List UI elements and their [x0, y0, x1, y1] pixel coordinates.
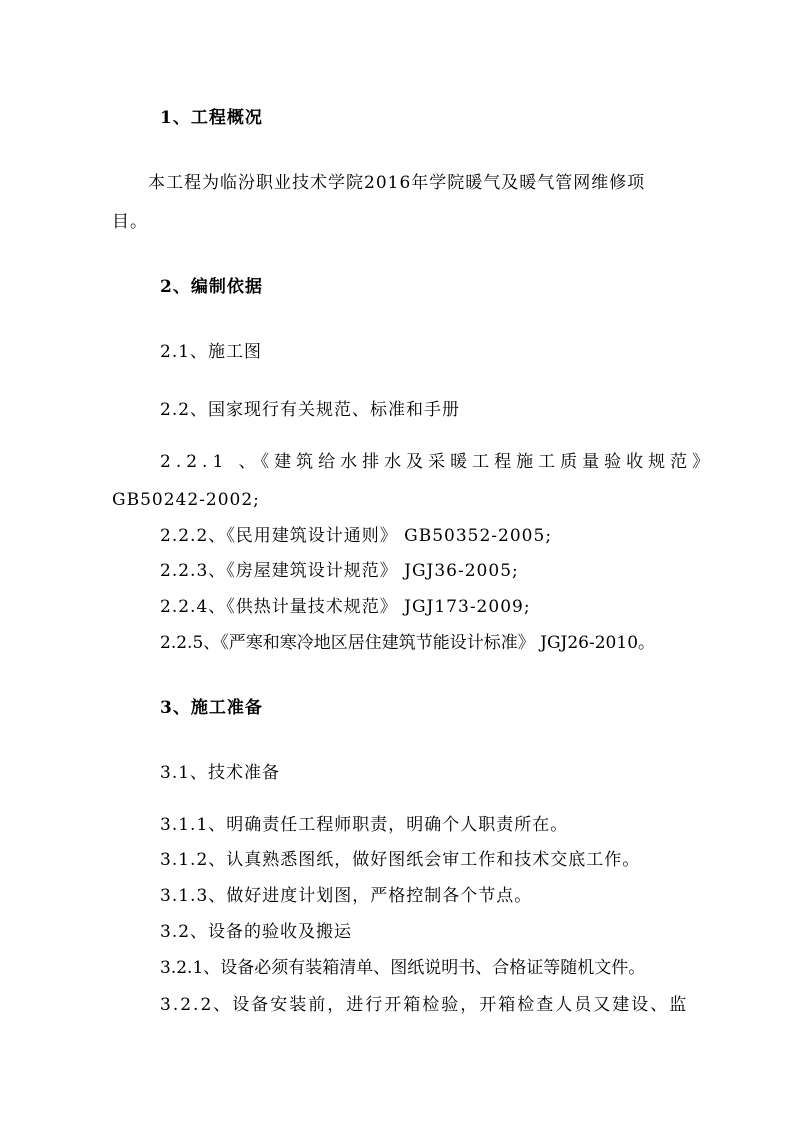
section-3-1-1: 3.1.1、明确责任工程师职责，明确个人职责所在。	[160, 815, 569, 835]
section-2-2-3: 2.2.3、《房屋建筑设计规范》 JGJ36-2005;	[160, 561, 519, 581]
section-3-2-1: 3.2.1、设备必须有装箱清单、图纸说明书、合格证等随机文件。	[160, 958, 646, 978]
section-2-heading: 2、编制依据	[160, 277, 263, 297]
section-3-1-2: 3.1.2、认真熟悉图纸，做好图纸会审工作和技术交底工作。	[160, 850, 641, 870]
section-1-paragraph-text: 本工程为临汾职业技术学院2016年学院暖气及暖气管网维修项	[148, 173, 646, 193]
section-1-paragraph-line-1	[148, 172, 676, 194]
section-1-paragraph-line-2: 目。	[112, 212, 148, 232]
section-2-1: 2.1、施工图	[160, 342, 263, 362]
section-3-1-3: 3.1.3、做好进度计划图，严格控制各个节点。	[160, 886, 533, 906]
section-3-1: 3.1、技术准备	[160, 763, 281, 783]
section-2-2-5: 2.2.5、《严寒和寒冷地区居住建筑节能设计标准》 JGJ26-2010。	[160, 633, 656, 653]
section-2-2: 2.2、国家现行有关规范、标准和手册	[160, 400, 461, 420]
section-3-2: 3.2、设备的验收及搬运	[160, 922, 353, 942]
section-2-2-4: 2.2.4、《供热计量技术规范》 JGJ173-2009;	[160, 597, 531, 617]
section-1-heading: 1、工程概况	[160, 108, 263, 128]
section-2-2-1-line-2: GB50242-2002;	[112, 490, 260, 510]
section-3-2-2-line-1: 3.2.2、设备安装前，进行开箱检验，开箱检查人员又建设、监	[160, 995, 689, 1015]
section-2-2-2: 2.2.2、《民用建筑设计通则》 GB50352-2005;	[160, 526, 553, 546]
section-3-heading: 3、施工准备	[160, 698, 263, 718]
section-2-2-1-line-1: 2.2.1 、《建筑给水排水及采暖工程施工质量验收规范》	[160, 452, 715, 472]
